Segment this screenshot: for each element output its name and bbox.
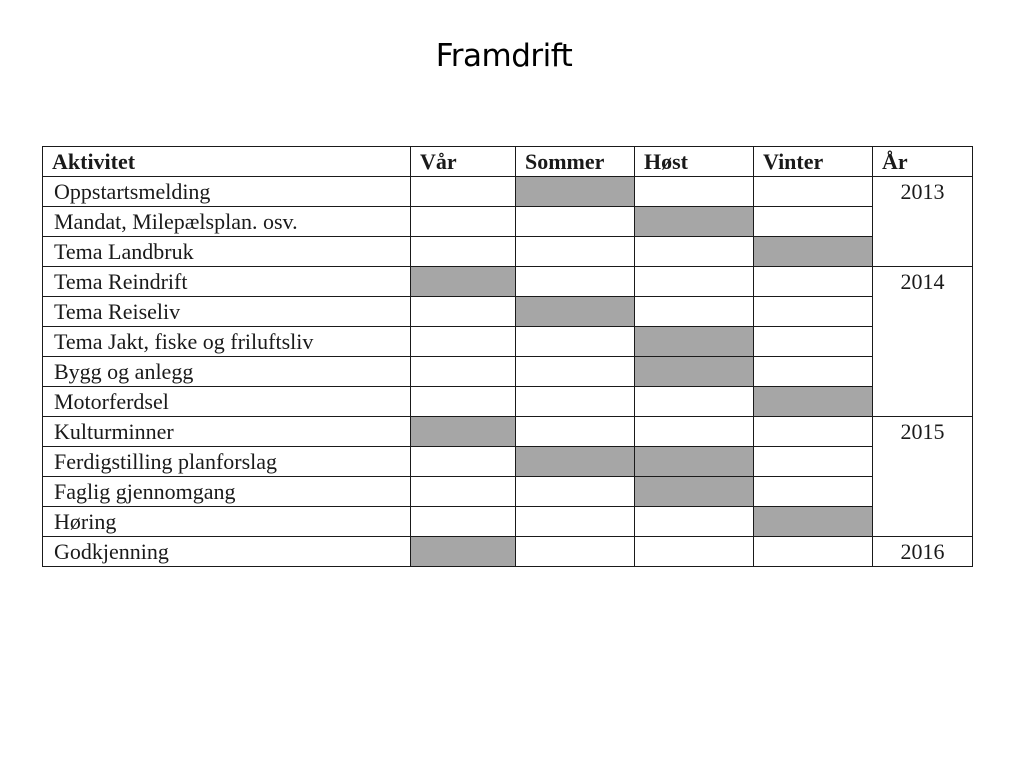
header-season-vinter: Vinter xyxy=(754,147,873,177)
season-cell-empty xyxy=(411,507,516,537)
season-cell-empty xyxy=(754,177,873,207)
season-cell-filled xyxy=(516,447,635,477)
activity-cell: Tema Landbruk xyxy=(43,237,411,267)
season-cell-empty xyxy=(635,417,754,447)
activity-cell: Tema Jakt, fiske og friluftsliv xyxy=(43,327,411,357)
season-cell-empty xyxy=(516,237,635,267)
year-cell: 2016 xyxy=(873,537,973,567)
activity-cell: Faglig gjennomgang xyxy=(43,477,411,507)
header-season-var: Vår xyxy=(411,147,516,177)
table-row xyxy=(43,477,973,507)
season-cell-empty xyxy=(411,177,516,207)
season-cell-empty xyxy=(516,327,635,357)
activity-cell: Motorferdsel xyxy=(43,387,411,417)
season-cell-filled xyxy=(516,297,635,327)
season-cell-empty xyxy=(635,387,754,417)
season-cell-filled xyxy=(411,267,516,297)
header-year: År xyxy=(873,147,973,177)
season-cell-empty xyxy=(754,297,873,327)
header-season-sommer: Sommer xyxy=(516,147,635,177)
season-cell-empty xyxy=(754,417,873,447)
activity-cell: Tema Reiseliv xyxy=(43,297,411,327)
season-cell-filled xyxy=(635,447,754,477)
season-cell-filled xyxy=(635,357,754,387)
activity-cell: Tema Reindrift xyxy=(43,267,411,297)
season-cell-filled xyxy=(754,237,873,267)
season-cell-empty xyxy=(516,477,635,507)
season-cell-empty xyxy=(516,417,635,447)
table-row xyxy=(43,387,973,417)
season-cell-filled xyxy=(411,417,516,447)
header-row xyxy=(43,147,973,177)
season-cell-filled xyxy=(754,507,873,537)
year-cell: 2015 xyxy=(873,417,973,537)
season-cell-empty xyxy=(754,207,873,237)
schedule-body xyxy=(43,177,973,567)
slide-title: Framdrift xyxy=(435,38,573,74)
season-cell-empty xyxy=(411,207,516,237)
year-cell: 2014 xyxy=(873,267,973,417)
season-cell-filled xyxy=(411,537,516,567)
table-row xyxy=(43,297,973,327)
season-cell-empty xyxy=(635,237,754,267)
activity-cell: Ferdigstilling planforslag xyxy=(43,447,411,477)
season-cell-empty xyxy=(516,387,635,417)
table-row xyxy=(43,447,973,477)
season-cell-empty xyxy=(635,537,754,567)
season-cell-empty xyxy=(754,447,873,477)
activity-cell: Oppstartsmelding xyxy=(43,177,411,207)
season-cell-empty xyxy=(411,297,516,327)
season-cell-empty xyxy=(754,267,873,297)
season-cell-filled xyxy=(754,387,873,417)
season-cell-empty xyxy=(635,177,754,207)
header-season-host: Høst xyxy=(635,147,754,177)
season-cell-empty xyxy=(516,267,635,297)
activity-cell: Høring xyxy=(43,507,411,537)
season-cell-empty xyxy=(635,267,754,297)
season-cell-filled xyxy=(635,207,754,237)
season-cell-empty xyxy=(411,357,516,387)
season-cell-empty xyxy=(754,357,873,387)
season-cell-empty xyxy=(516,537,635,567)
season-cell-empty xyxy=(516,507,635,537)
season-cell-empty xyxy=(754,477,873,507)
season-cell-filled xyxy=(516,177,635,207)
activity-cell: Kulturminner xyxy=(43,417,411,447)
season-cell-empty xyxy=(411,447,516,477)
year-cell: 2013 xyxy=(873,177,973,267)
table-row xyxy=(43,267,973,297)
season-cell-empty xyxy=(516,357,635,387)
season-cell-filled xyxy=(635,327,754,357)
season-cell-empty xyxy=(754,537,873,567)
season-cell-filled xyxy=(635,477,754,507)
season-cell-empty xyxy=(516,207,635,237)
activity-cell: Bygg og anlegg xyxy=(43,357,411,387)
season-cell-empty xyxy=(411,237,516,267)
table-row xyxy=(43,507,973,537)
season-cell-empty xyxy=(411,387,516,417)
activity-cell: Mandat, Milepælsplan. osv. xyxy=(43,207,411,237)
table-row xyxy=(43,327,973,357)
table-row xyxy=(43,357,973,387)
activity-cell: Godkjenning xyxy=(43,537,411,567)
schedule-table xyxy=(42,146,973,567)
season-cell-empty xyxy=(635,507,754,537)
season-cell-empty xyxy=(411,477,516,507)
header-activity: Aktivitet xyxy=(43,147,411,177)
season-cell-empty xyxy=(635,297,754,327)
table-row xyxy=(43,417,973,447)
table-row xyxy=(43,177,973,207)
table-row xyxy=(43,237,973,267)
season-cell-empty xyxy=(754,327,873,357)
table-row xyxy=(43,207,973,237)
season-cell-empty xyxy=(411,327,516,357)
table-row xyxy=(43,537,973,567)
